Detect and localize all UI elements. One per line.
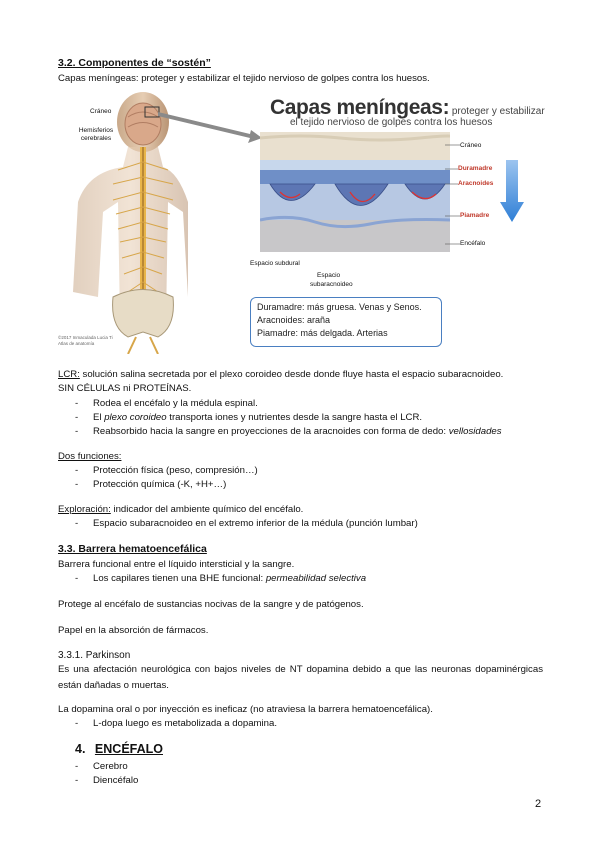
meninges-diagram — [260, 132, 450, 252]
exploracion-label: Exploración: — [58, 504, 111, 515]
page-number: 2 — [535, 798, 542, 810]
label-piamadre: Piamadre — [460, 212, 490, 219]
bhe-p2: Papel en la absorción de fármacos. — [58, 625, 209, 636]
lcr-bullet-2 — [93, 412, 422, 423]
exploracion-paragraph — [58, 504, 303, 515]
legend-line-3: Piamadre: más delgada. Arterias — [257, 328, 388, 338]
bullet-dash: - — [75, 479, 79, 490]
lcr-caps: SIN CÉLULAS ni PROTEÍNAS. — [58, 383, 192, 394]
bullet-dash: - — [75, 465, 79, 476]
bhe-bullet-pre: Los capilares tienen una BHE funcional: — [93, 573, 264, 584]
zoom-arrow-icon — [158, 112, 268, 152]
label-duramadre: Duramadre — [458, 165, 493, 172]
lcr-b2-italic: plexo coroideo — [104, 412, 167, 423]
bullet-dash: - — [75, 426, 79, 437]
funciones-heading: Dos funciones: — [58, 451, 122, 462]
bhe-p1: Protege al encéfalo de sustancias nocivas de la sangre y de patógenos. — [58, 599, 364, 610]
figure-credit — [58, 335, 113, 347]
credit-line-2: Atlas de anatomía — [58, 341, 95, 346]
label-espacio-sub-1: Espacio — [317, 272, 341, 279]
encefalo-item: Diencéfalo — [93, 775, 139, 786]
section-4-number: 4. — [75, 742, 86, 756]
exploracion-text: indicador del ambiente químico del encéfalo. — [113, 504, 304, 515]
lcr-label: LCR: — [58, 369, 80, 380]
parkinson-text: Es una afectación neurológica con bajos niveles de NT dopamina debido a que las neuronas dopaminérgicas están dañadas o muertas. — [58, 664, 543, 691]
funcion-item: Protección física (peso, compresión…) — [93, 465, 258, 476]
arrow-down-icon — [500, 160, 524, 222]
section-intro: Capas meníngeas: proteger y estabilizar el tejido nervioso de golpes contra los huesos. — [58, 73, 430, 84]
bullet-dash: - — [75, 573, 79, 584]
encefalo-item: Cerebro — [93, 761, 128, 772]
legend-line-1: Duramadre: más gruesa. Venas y Senos. — [257, 302, 422, 312]
bullet-dash: - — [75, 412, 79, 423]
bullet-dash: - — [75, 518, 79, 529]
lcr-b3-pre: Reabsorbido hacia la sangre en proyecciones de la aracnoides con forma de dedo: — [93, 426, 447, 437]
funcion-item: Protección química (-K, +H+…) — [93, 479, 227, 490]
label-encefalo: Encéfalo — [460, 240, 486, 247]
bhe-intro: Barrera funcional entre el líquido intersticial y la sangre. — [58, 559, 295, 570]
figure-title-rest-1: proteger y estabilizar — [451, 106, 545, 117]
section-title-3-3: 3.3. Barrera hematoencefálica — [58, 543, 207, 555]
bullet-dash: - — [75, 718, 79, 729]
label-espacio-sub-2: subaracnoideo — [310, 281, 353, 288]
lcr-bullet-3 — [93, 426, 502, 437]
meninges-legend — [250, 297, 442, 347]
label-leader-lines — [445, 140, 463, 250]
exploracion-item: Espacio subaracnoideo en el extremo inferior de la médula (punción lumbar) — [93, 518, 418, 529]
credit-line-1: ©2017 Inmaculada Lucia Ti — [58, 335, 113, 340]
section-title-3-2: 3.2. Componentes de “sostén” — [58, 57, 211, 69]
figure-title-big: Capas meníngeas: — [270, 96, 450, 119]
bullet-dash: - — [75, 398, 79, 409]
section-title-3-3-1: 3.3.1. Parkinson — [58, 650, 131, 661]
bullet-dash: - — [75, 775, 79, 786]
parkinson-bullet: L-dopa luego es metabolizada a dopamina. — [93, 718, 278, 729]
legend-line-2: Aracnoides: araña — [257, 315, 331, 325]
lcr-b2-pre: El — [93, 412, 102, 423]
label-craneo: Cráneo — [460, 142, 482, 149]
lcr-b2-post: transporta iones y nutrientes desde la sangre hasta el LCR. — [169, 412, 423, 423]
label-hemisferios: Hemisferios cerebrales — [78, 127, 114, 142]
parkinson-p2: La dopamina oral o por inyección es ineficaz (no atraviesa la barrera hematoencefálica). — [58, 704, 433, 715]
section-title-4 — [75, 742, 163, 756]
label-craneo-body: Cráneo — [90, 108, 112, 115]
bullet-dash: - — [75, 761, 79, 772]
lcr-text: solución salina secretada por el plexo coroideo desde donde fluye hasta el espacio subaracnoideo. — [82, 369, 504, 380]
figure-title-rest-2: el tejido nervioso de golpes contra los huesos — [290, 117, 493, 128]
label-aracnoides: Aracnoides — [458, 180, 494, 187]
section-4-title: ENCÉFALO — [94, 742, 163, 756]
lcr-paragraph — [58, 369, 503, 380]
lcr-bullet-1: Rodea el encéfalo y la médula espinal. — [93, 398, 258, 409]
lcr-b3-italic: vellosidades — [448, 426, 502, 437]
bhe-bullet — [93, 573, 366, 584]
bhe-bullet-italic: permeabilidad selectiva — [265, 573, 367, 584]
label-espacio-subdural: Espacio subdural — [250, 260, 300, 267]
